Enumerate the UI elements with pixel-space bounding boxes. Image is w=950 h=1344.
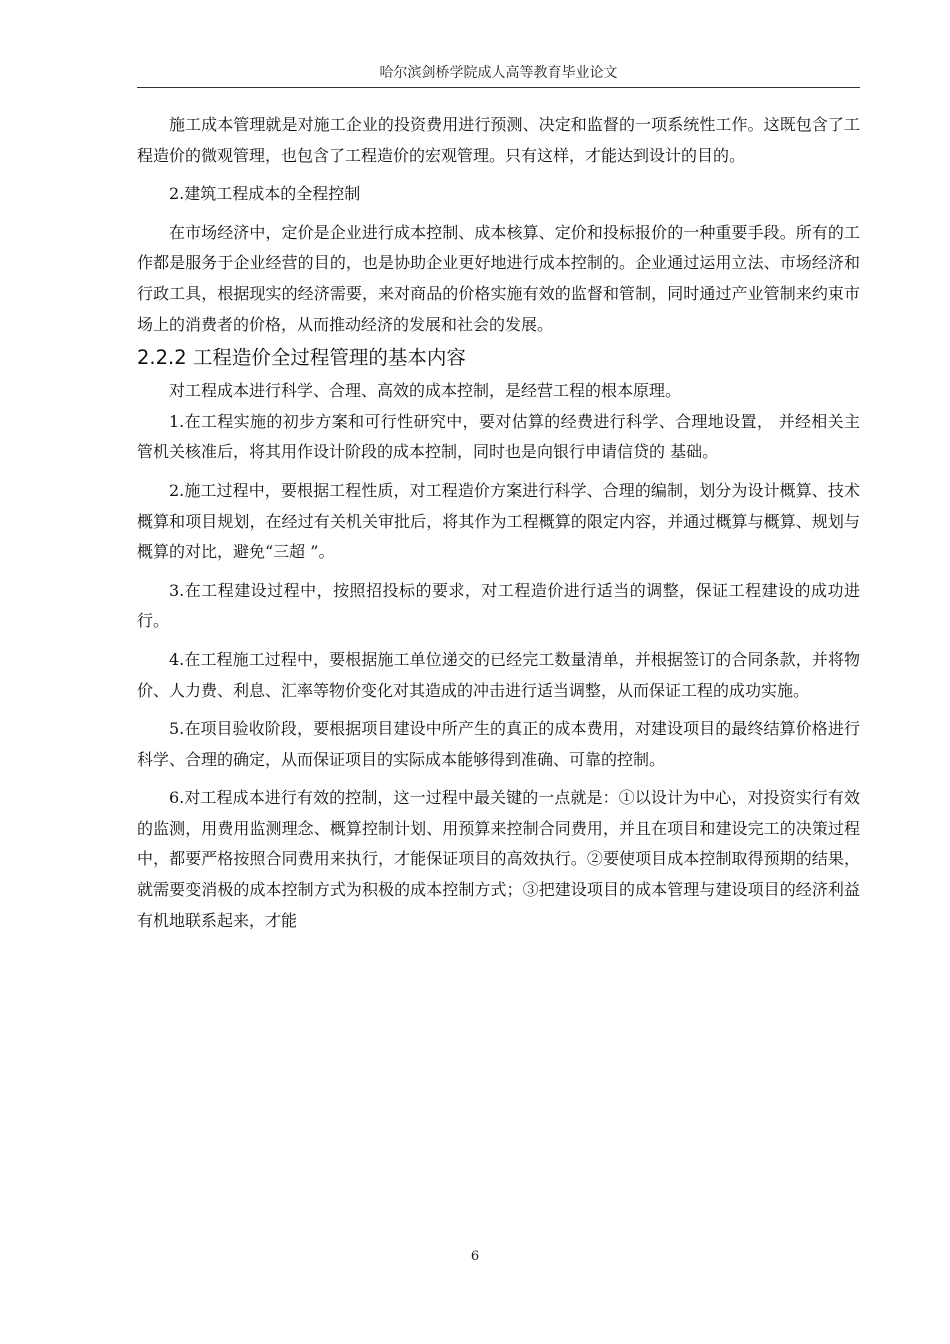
paragraph-principle: 对工程成本进行科学、合理、高效的成本控制，是经营工程的根本原理。 — [169, 381, 682, 401]
list-item-1: 1.在工程实施的初步方案和可行性研究中，要对估算的经费进行科学、合理地设置， 并经相关主管机关核准后，将其用作设计阶段的成本控制，同时也是向银行申请信贷的 基础。 — [137, 411, 860, 462]
document-body — [137, 110, 860, 936]
list-item-3: 3.在工程建设过程中，按照招投标的要求，对工程造价进行适当的调整，保证工程建设的成功进行。 — [137, 580, 860, 631]
paragraph-intro: 施工成本管理就是对施工企业的投资费用进行预测、决定和监督的一项系统性工作。这既包含了工程造价的微观管理，也包含了工程造价的宏观管理。只有这样，才能达到设计的目的。 — [137, 115, 860, 165]
list-item-5: 5.在项目验收阶段，要根据项目建设中所产生的真正的成本费用，对建设项目的最终结算价格进行科学、合理的确定，从而保证项目的实际成本能够得到准确、可靠的控制。 — [137, 719, 860, 769]
page-number: 6 — [470, 1249, 480, 1264]
list-item-4: 4.在工程施工过程中，要根据施工单位递交的已经完工数量清单，并根据签订的合同条款，并将物价、人力费、利息、汇率等物价变化对其造成的冲击进行适当调整，从而保证工程的成功实施。 — [137, 649, 860, 700]
list-item-6: 6.对工程成本进行有效的控制，这一过程中最关键的一点就是：①以设计为中心，对投资实行有效的监测，用费用监测理念、概算控制计划、用预算来控制合同费用，并且在项目和建设完工的决策过程中，都要严格按照合同费用来执行，才能保证项目的高效执行。②要使项目成本控制取得预期的结果，就需要变消极的成本控制方式为积极的成本控制方式；③把建设项目的成本管理与建设项目的经济利益有机地联系起来，才能 — [137, 788, 860, 930]
page-header: 哈尔滨剑桥学院成人高等教育毕业论文 — [137, 62, 860, 88]
section-heading: 2.2.2 工程造价全过程管理的基本内容 — [137, 346, 466, 370]
list-item-2: 2.施工过程中，要根据工程性质，对工程造价方案进行科学、合理的编制，划分为设计概算、技术概算和项目规划，在经过有关机关审批后，将其作为工程概算的限定内容，并通过概算与概算、规划与概算的对比，避免“三超 ”。 — [137, 480, 860, 562]
subheading-full-control: 2.建筑工程成本的全程控制 — [169, 184, 361, 204]
paragraph-market-economy: 在市场经济中，定价是企业进行成本控制、成本核算、定价和投标报价的一种重要手段。所有的工作都是服务于企业经营的目的，也是协助企业更好地进行成本控制的。企业通过运用立法、市场经济和行政工具，根据现实的经济需要，来对商品的价格实施有效的监督和管制，同时通过产业管制来约束市场上的消费者的价格，从而推动经济的发展和社会的发展。 — [137, 222, 860, 334]
